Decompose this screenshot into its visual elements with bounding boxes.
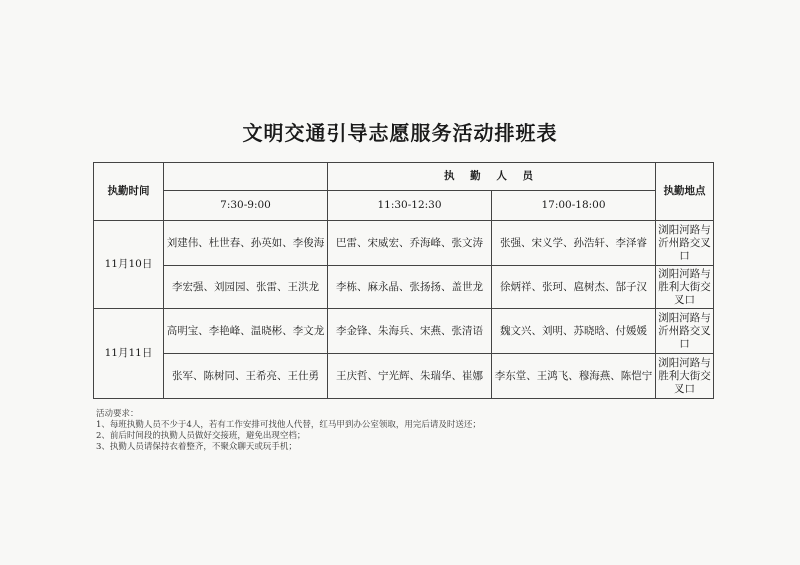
date-cell: 11月10日 — [94, 221, 164, 309]
staff-cell: 徐炳祥、张珂、扈树杰、郜子汉 — [492, 266, 656, 309]
staff-group-header: 执 勤 人 员 — [328, 163, 656, 191]
staff-cell: 李金锋、朱海兵、宋燕、张清语 — [328, 309, 492, 354]
staff-cell: 巴雷、宋威宏、乔海峰、张文涛 — [328, 221, 492, 266]
notes-heading: 活动要求： — [96, 409, 139, 419]
page-title: 文明交通引导志愿服务活动排班表 — [242, 121, 558, 145]
shift-header-2: 11:30-12:30 — [328, 191, 492, 221]
staff-cell: 高明宝、李艳峰、温晓彬、李文龙 — [164, 309, 328, 354]
place-cell: 浏阳河路与沂州路交叉口 — [656, 221, 714, 266]
place-cell: 浏阳河路与胜利大街交叉口 — [656, 266, 714, 309]
shift-header-3: 17:00-18:00 — [492, 191, 656, 221]
requirements-notes — [96, 409, 656, 453]
place-column-header: 执勤地点 — [656, 163, 714, 221]
staff-cell: 魏文兴、刘明、苏晓晗、付媛媛 — [492, 309, 656, 354]
staff-cell: 李栋、麻永晶、张扬扬、盖世龙 — [328, 266, 492, 309]
note-item: 3、执勤人员请保持衣着整齐，不聚众聊天或玩手机； — [96, 442, 297, 452]
shift-header-1: 7:30-9:00 — [164, 191, 328, 221]
header-row-top — [94, 163, 714, 191]
place-cell: 浏阳河路与胜利大街交叉口 — [656, 354, 714, 399]
table-row — [94, 309, 714, 354]
schedule-table — [93, 162, 714, 399]
note-item: 2、前后时间段的执勤人员做好交接班，避免出现空档； — [96, 431, 306, 441]
table-row — [94, 354, 714, 399]
staff-cell: 李宏强、刘园园、张雷、王洪龙 — [164, 266, 328, 309]
place-cell: 浏阳河路与沂州路交叉口 — [656, 309, 714, 354]
staff-cell: 张军、陈树同、王希亮、王仕勇 — [164, 354, 328, 399]
staff-cell: 李东堂、王鸿飞、穆海燕、陈恺宁 — [492, 354, 656, 399]
staff-cell: 刘建伟、杜世春、孙英如、李俊海 — [164, 221, 328, 266]
staff-cell: 王庆哲、宁光辉、朱瑞华、崔娜 — [328, 354, 492, 399]
header-row-shifts — [94, 191, 714, 221]
header-empty-cell — [164, 163, 328, 191]
table-row — [94, 266, 714, 309]
time-column-header: 执勤时间 — [94, 163, 164, 221]
date-cell: 11月11日 — [94, 309, 164, 399]
table-row — [94, 221, 714, 266]
note-item: 1、每班执勤人员不少于4人，若有工作安排可找他人代替，红马甲到办公室领取，用完后请及时送还； — [96, 420, 481, 430]
staff-cell: 张强、宋义学、孙浩轩、李泽睿 — [492, 221, 656, 266]
